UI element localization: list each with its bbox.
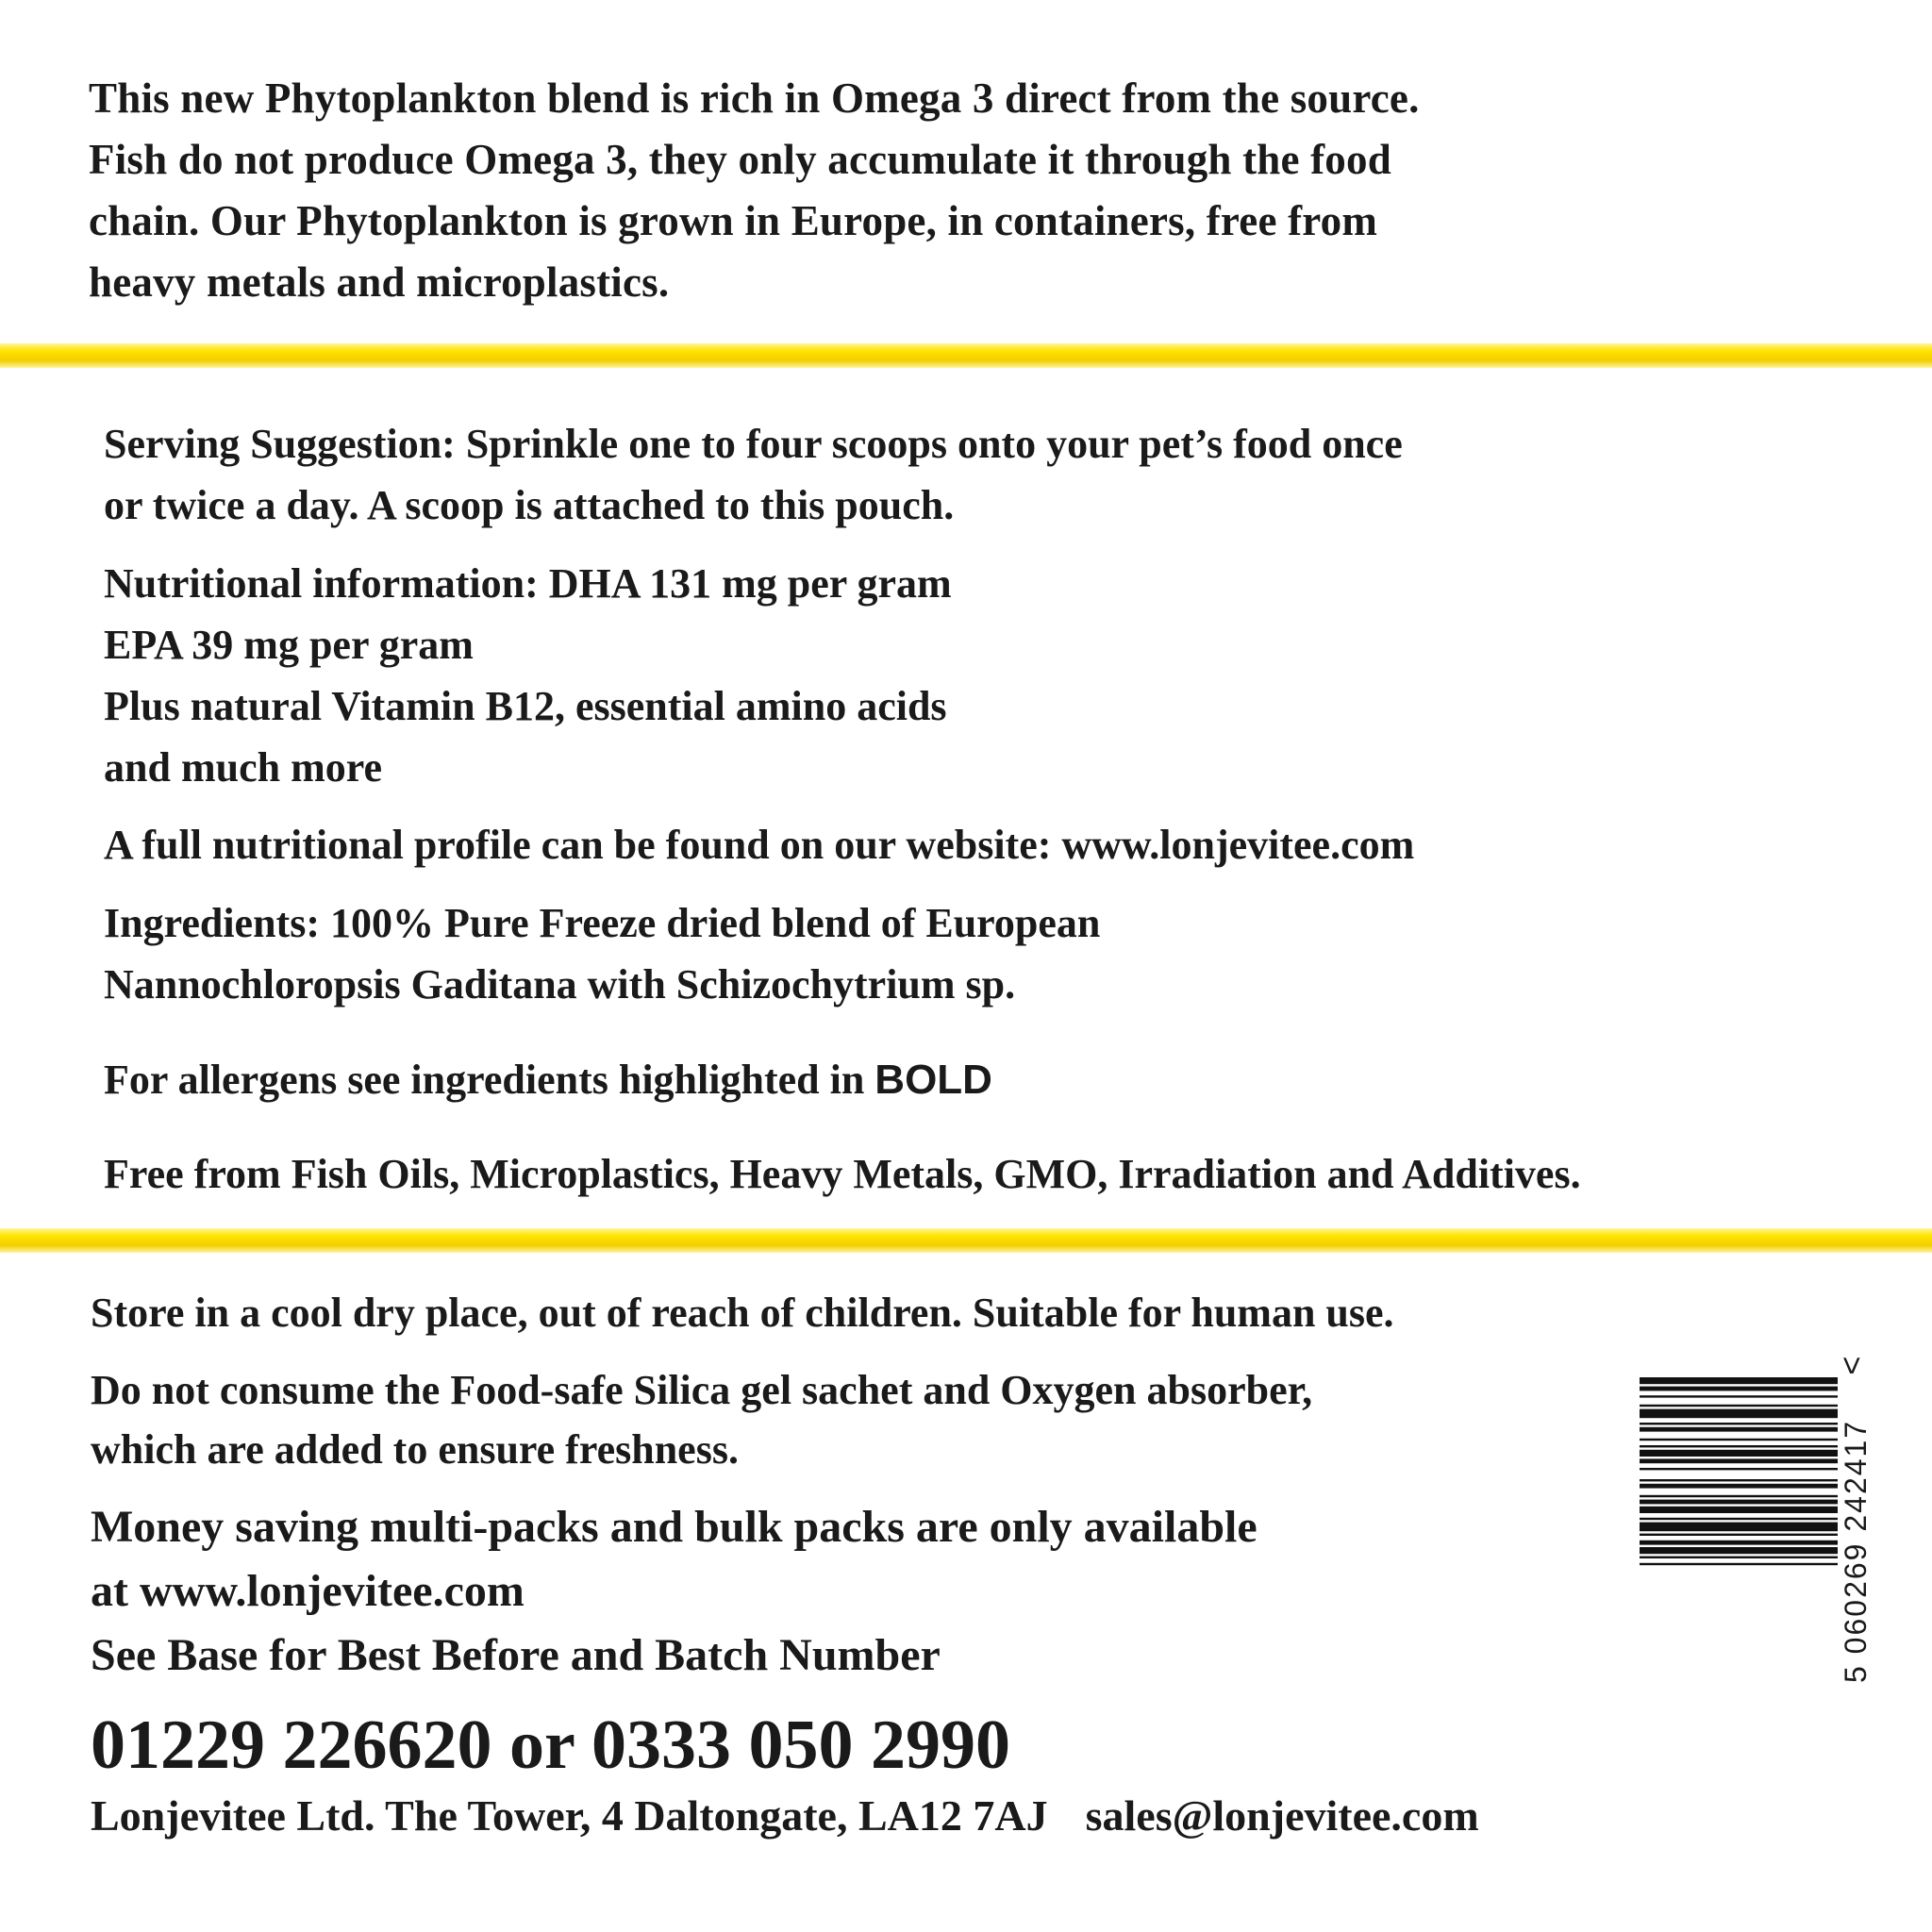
- barcode-bar: [1640, 1484, 1838, 1489]
- barcode-bar: [1640, 1468, 1838, 1470]
- profile-line: A full nutritional profile can be found on our website: www.lonjevitee.com: [104, 822, 1415, 868]
- intro-line-2: Fish do not produce Omega 3, they only accumulate it through the food: [89, 136, 1391, 183]
- barcode-bar: [1640, 1395, 1838, 1397]
- barcode-bar: [1640, 1523, 1838, 1532]
- best-before-line: See Base for Best Before and Batch Number: [91, 1630, 941, 1680]
- yellow-divider-top: [0, 343, 1932, 368]
- barcode-digits: 5 060269 242417: [1839, 1419, 1873, 1683]
- barcode-bar: [1640, 1541, 1838, 1545]
- ingredients-line-1: Ingredients: 100% Pure Freeze dried blend of European: [104, 900, 1101, 946]
- barcode-bar: [1640, 1495, 1838, 1497]
- allergens-bold-word: BOLD: [874, 1057, 992, 1103]
- sales-email: sales@lonjevitee.com: [1085, 1791, 1479, 1840]
- barcode-bar: [1640, 1547, 1838, 1554]
- warning-line-2: which are added to ensure freshness.: [91, 1426, 739, 1473]
- company-address-line: [91, 1790, 1479, 1840]
- nutrition-line-4: and much more: [104, 744, 382, 791]
- intro-line-3: chain. Our Phytoplankton is grown in Europe, in containers, free from: [89, 197, 1378, 244]
- warning-line-1: Do not consume the Food-safe Silica gel sachet and Oxygen absorber,: [91, 1367, 1313, 1413]
- yellow-divider-bottom: [0, 1228, 1932, 1253]
- allergens-text: For allergens see ingredients highlighted in: [104, 1057, 865, 1103]
- barcode-bar: [1640, 1507, 1838, 1513]
- barcode-bar: [1640, 1534, 1838, 1536]
- nutrition-line-1: Nutritional information: DHA 131 mg per gram: [104, 560, 952, 607]
- barcode-bar: [1640, 1500, 1838, 1505]
- storage-line: Store in a cool dry place, out of reach of children. Suitable for human use.: [91, 1290, 1394, 1336]
- multipacks-line-1: Money saving multi-packs and bulk packs are only available: [91, 1502, 1257, 1552]
- barcode-arrow: >: [1833, 1356, 1870, 1375]
- barcode-bar: [1640, 1450, 1838, 1457]
- barcode-bar: [1640, 1479, 1838, 1481]
- barcode-bar: [1640, 1427, 1838, 1432]
- nutrition-line-2: EPA 39 mg per gram: [104, 622, 474, 668]
- barcode-bar: [1640, 1423, 1838, 1424]
- free-from-line: Free from Fish Oils, Microplastics, Heavy Metals, GMO, Irradiation and Additives.: [104, 1151, 1581, 1197]
- serving-line-1: Serving Suggestion: Sprinkle one to four scoops onto your pet’s food once: [104, 421, 1403, 467]
- multipacks-line-2: at www.lonjevitee.com: [91, 1566, 525, 1616]
- barcode-bar: [1640, 1458, 1838, 1463]
- intro-line-4: heavy metals and microplastics.: [89, 258, 670, 306]
- allergens-line: [104, 1049, 992, 1110]
- company-address: Lonjevitee Ltd. The Tower, 4 Daltongate, LA12 7AJ: [91, 1791, 1048, 1840]
- barcode: [1640, 1351, 1874, 1683]
- barcode-bar: [1640, 1445, 1838, 1447]
- nutrition-line-3: Plus natural Vitamin B12, essential amino acids: [104, 683, 947, 729]
- barcode-bar: [1640, 1409, 1838, 1419]
- barcode-bar: [1640, 1405, 1838, 1407]
- barcode-bar: [1640, 1387, 1838, 1391]
- serving-line-2: or twice a day. A scoop is attached to this pouch.: [104, 482, 955, 528]
- barcode-bars: [1640, 1377, 1838, 1679]
- barcode-bar: [1640, 1439, 1838, 1441]
- intro-line-1: This new Phytoplankton blend is rich in Omega 3 direct from the source.: [89, 75, 1420, 122]
- barcode-bar: [1640, 1563, 1838, 1565]
- phone-numbers: 01229 226620 or 0333 050 2990: [91, 1707, 1011, 1784]
- barcode-bar: [1640, 1518, 1838, 1520]
- barcode-bar: [1640, 1377, 1838, 1384]
- ingredients-line-2: Nannochloropsis Gaditana with Schizochytrium sp.: [104, 961, 1016, 1008]
- barcode-bar: [1640, 1557, 1838, 1558]
